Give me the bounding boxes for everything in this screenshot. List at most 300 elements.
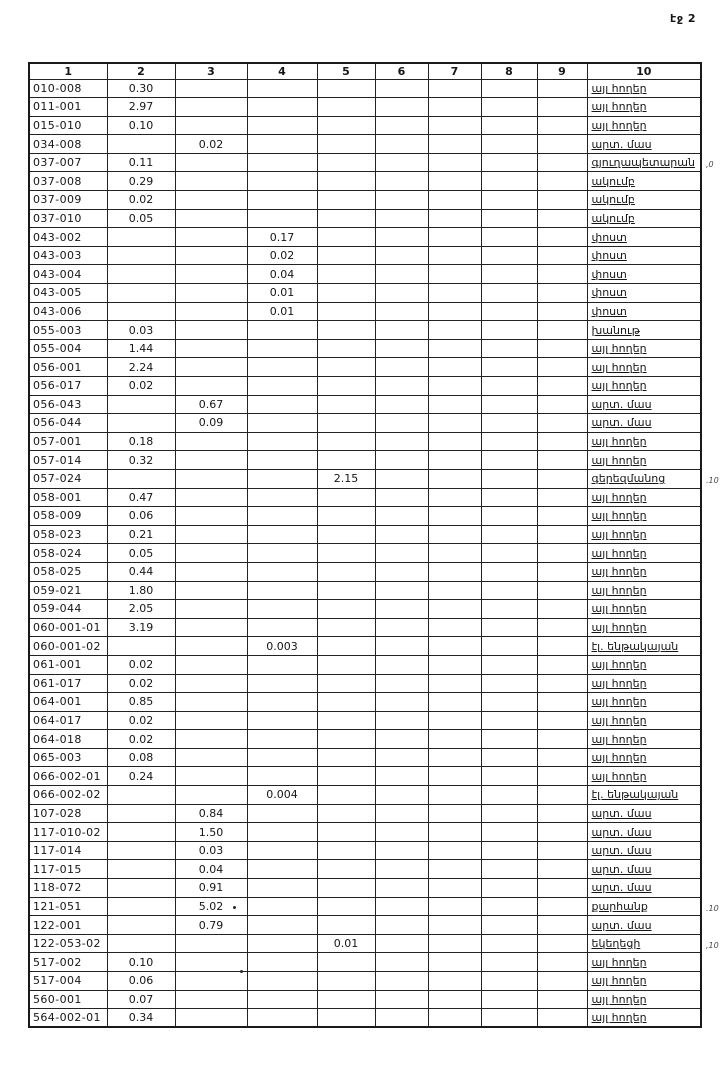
value-col7 — [428, 730, 481, 749]
value-col3 — [175, 1009, 247, 1028]
value-col6 — [375, 767, 428, 786]
value-col7 — [428, 284, 481, 303]
value-col5 — [317, 841, 375, 860]
value-col9 — [537, 488, 587, 507]
value-col6 — [375, 339, 428, 358]
parcel-code: 055-004 — [29, 339, 107, 358]
value-col6 — [375, 916, 428, 935]
value-col2 — [107, 823, 175, 842]
land-use-label: այլ հողեր — [591, 100, 647, 114]
land-use-cell — [587, 637, 701, 656]
value-col5 — [317, 655, 375, 674]
value-col4 — [247, 767, 317, 786]
value-col9 — [537, 507, 587, 526]
value-col9 — [537, 934, 587, 953]
value-col6 — [375, 265, 428, 284]
land-use-label: այլ հողեր — [591, 583, 647, 597]
value-col5 — [317, 879, 375, 898]
value-col2 — [107, 879, 175, 898]
land-use-label: արտ. մաս — [591, 416, 652, 430]
land-use-label: այլ հողեր — [591, 621, 647, 635]
value-col7 — [428, 711, 481, 730]
value-col9 — [537, 562, 587, 581]
table-row — [29, 358, 701, 377]
value-col6 — [375, 451, 428, 470]
land-use-cell — [587, 339, 701, 358]
value-col4 — [247, 209, 317, 228]
value-col9 — [537, 98, 587, 117]
value-col4 — [247, 674, 317, 693]
value-col3 — [175, 451, 247, 470]
value-col3 — [175, 209, 247, 228]
value-col2 — [107, 265, 175, 284]
value-col3 — [175, 990, 247, 1009]
parcel-code: 118-072 — [29, 879, 107, 898]
land-use-cell — [587, 990, 701, 1009]
land-use-cell — [587, 953, 701, 972]
page-number: էջ 2 — [670, 12, 696, 25]
land-use-label: արտ. մաս — [591, 844, 652, 858]
table-row — [29, 284, 701, 303]
value-col4 — [247, 693, 317, 712]
land-use-label: արտ. մաս — [591, 825, 652, 839]
value-col6 — [375, 879, 428, 898]
value-col9 — [537, 469, 587, 488]
land-use-label: այլ հողեր — [591, 769, 647, 783]
value-col9 — [537, 209, 587, 228]
land-use-label: այլ հողեր — [591, 713, 647, 727]
land-use-cell — [587, 191, 701, 210]
table-row — [29, 79, 701, 98]
table-row — [29, 525, 701, 544]
value-col3 — [175, 302, 247, 321]
table-row — [29, 693, 701, 712]
value-col4 — [247, 916, 317, 935]
parcel-code: 117-014 — [29, 841, 107, 860]
value-col6 — [375, 1009, 428, 1028]
table-row — [29, 767, 701, 786]
land-use-label: այլ հողեր — [591, 360, 647, 374]
value-col3 — [175, 321, 247, 340]
value-col8 — [481, 655, 537, 674]
land-use-cell — [587, 302, 701, 321]
table-row — [29, 953, 701, 972]
value-col7 — [428, 693, 481, 712]
value-col9 — [537, 191, 587, 210]
value-col8 — [481, 507, 537, 526]
value-col4 — [247, 897, 317, 916]
value-col2: 0.03 — [107, 321, 175, 340]
value-col8 — [481, 767, 537, 786]
value-col2 — [107, 841, 175, 860]
value-col2 — [107, 246, 175, 265]
value-col4 — [247, 748, 317, 767]
value-col8 — [481, 730, 537, 749]
land-use-label: այլ հողեր — [591, 81, 647, 95]
value-col9 — [537, 841, 587, 860]
value-col2 — [107, 135, 175, 154]
value-col2: 0.34 — [107, 1009, 175, 1028]
parcel-code: 517-004 — [29, 972, 107, 991]
land-use-label: այլ հողեր — [591, 565, 647, 579]
land-use-label: խանութ — [591, 323, 640, 337]
value-col3 — [175, 79, 247, 98]
value-col7 — [428, 228, 481, 247]
table-row — [29, 377, 701, 396]
value-col8 — [481, 879, 537, 898]
value-col5 — [317, 525, 375, 544]
parcel-code: 011-001 — [29, 98, 107, 117]
land-use-label: արտ. մաս — [591, 137, 652, 151]
value-col7 — [428, 841, 481, 860]
parcel-code: 065-003 — [29, 748, 107, 767]
value-col2 — [107, 284, 175, 303]
value-col9 — [537, 265, 587, 284]
value-col4 — [247, 414, 317, 433]
value-col5 — [317, 79, 375, 98]
value-col9 — [537, 321, 587, 340]
value-col6 — [375, 562, 428, 581]
land-use-label: էլ. ենթակայան — [591, 639, 679, 653]
value-col5 — [317, 321, 375, 340]
handwritten-margin-note: .10 — [706, 903, 719, 913]
value-col2: 0.02 — [107, 730, 175, 749]
value-col5 — [317, 1009, 375, 1028]
parcel-code: 043-005 — [29, 284, 107, 303]
value-col9 — [537, 953, 587, 972]
value-col4 — [247, 469, 317, 488]
table-row — [29, 990, 701, 1009]
value-col3 — [175, 153, 247, 172]
value-col7 — [428, 1009, 481, 1028]
value-col3: 0.67 — [175, 395, 247, 414]
value-col5 — [317, 172, 375, 191]
value-col2: 3.19 — [107, 618, 175, 637]
value-col4 — [247, 953, 317, 972]
table-row — [29, 804, 701, 823]
value-col7 — [428, 153, 481, 172]
land-use-cell — [587, 79, 701, 98]
value-col5: 0.01 — [317, 934, 375, 953]
land-use-label: արտ. մաս — [591, 397, 652, 411]
land-use-cell — [587, 414, 701, 433]
land-use-cell — [587, 284, 701, 303]
scan-speck — [240, 970, 243, 973]
value-col9 — [537, 748, 587, 767]
value-col2 — [107, 916, 175, 935]
value-col2: 0.21 — [107, 525, 175, 544]
value-col4: 0.04 — [247, 265, 317, 284]
table-row — [29, 600, 701, 619]
value-col2: 0.47 — [107, 488, 175, 507]
value-col2: 2.24 — [107, 358, 175, 377]
value-col2: 0.11 — [107, 153, 175, 172]
value-col3 — [175, 191, 247, 210]
value-col7 — [428, 916, 481, 935]
value-col6 — [375, 358, 428, 377]
land-use-label: այլ հողեր — [591, 751, 647, 765]
value-col4 — [247, 395, 317, 414]
value-col6 — [375, 209, 428, 228]
value-col7 — [428, 451, 481, 470]
value-col7 — [428, 98, 481, 117]
value-col9 — [537, 972, 587, 991]
value-col6 — [375, 786, 428, 805]
column-header: 3 — [175, 63, 247, 79]
parcel-code: 056-001 — [29, 358, 107, 377]
column-header: 7 — [428, 63, 481, 79]
value-col9 — [537, 358, 587, 377]
table-row — [29, 469, 701, 488]
value-col9 — [537, 637, 587, 656]
value-col7 — [428, 655, 481, 674]
land-use-cell — [587, 321, 701, 340]
value-col6 — [375, 674, 428, 693]
value-col3 — [175, 339, 247, 358]
value-col8 — [481, 116, 537, 135]
value-col3: 1.50 — [175, 823, 247, 842]
value-col3 — [175, 730, 247, 749]
parcel-code: 056-044 — [29, 414, 107, 433]
value-col7 — [428, 488, 481, 507]
table-row — [29, 841, 701, 860]
parcel-code: 117-010-02 — [29, 823, 107, 842]
value-col3 — [175, 600, 247, 619]
land-use-label: այլ հողեր — [591, 695, 647, 709]
handwritten-margin-note: .10 — [706, 475, 719, 485]
value-col8 — [481, 358, 537, 377]
parcel-code: 037-010 — [29, 209, 107, 228]
value-col7 — [428, 246, 481, 265]
value-col7 — [428, 191, 481, 210]
table-row — [29, 153, 701, 172]
value-col7 — [428, 600, 481, 619]
value-col9 — [537, 1009, 587, 1028]
land-use-label: այլ հողեր — [591, 453, 647, 467]
value-col4 — [247, 562, 317, 581]
land-use-label: արտ. մաս — [591, 862, 652, 876]
parcel-code: 043-003 — [29, 246, 107, 265]
value-col3 — [175, 507, 247, 526]
value-col8 — [481, 265, 537, 284]
land-parcel-table — [28, 62, 719, 1028]
value-col8 — [481, 711, 537, 730]
parcel-code: 564-002-01 — [29, 1009, 107, 1028]
value-col3 — [175, 488, 247, 507]
value-col9 — [537, 414, 587, 433]
value-col4 — [247, 191, 317, 210]
value-col9 — [537, 135, 587, 154]
land-use-label: եկեղեցի — [591, 937, 641, 951]
value-col3 — [175, 562, 247, 581]
value-col7 — [428, 79, 481, 98]
value-col5 — [317, 600, 375, 619]
value-col5 — [317, 823, 375, 842]
handwritten-margin-note: ,0 — [706, 159, 714, 169]
land-use-label: այլ հողեր — [591, 676, 647, 690]
value-col7 — [428, 562, 481, 581]
value-col8 — [481, 637, 537, 656]
table-row — [29, 507, 701, 526]
value-col5 — [317, 339, 375, 358]
value-col2: 1.44 — [107, 339, 175, 358]
value-col5 — [317, 916, 375, 935]
value-col6 — [375, 135, 428, 154]
value-col9 — [537, 451, 587, 470]
table-row — [29, 711, 701, 730]
parcel-code: 059-021 — [29, 581, 107, 600]
value-col6 — [375, 953, 428, 972]
value-col2: 0.05 — [107, 544, 175, 563]
value-col3 — [175, 953, 247, 972]
value-col8 — [481, 823, 537, 842]
value-col6 — [375, 748, 428, 767]
value-col7 — [428, 135, 481, 154]
parcel-code: 058-024 — [29, 544, 107, 563]
value-col8 — [481, 990, 537, 1009]
value-col9 — [537, 581, 587, 600]
value-col9 — [537, 879, 587, 898]
value-col7 — [428, 507, 481, 526]
value-col5: 2.15 — [317, 469, 375, 488]
value-col3 — [175, 581, 247, 600]
table-row — [29, 655, 701, 674]
land-use-label: այլ հողեր — [591, 732, 647, 746]
land-use-cell — [587, 674, 701, 693]
value-col9 — [537, 246, 587, 265]
land-use-label: ակումբ — [591, 193, 635, 207]
land-use-cell — [587, 581, 701, 600]
value-col5 — [317, 246, 375, 265]
land-use-label: փոստ — [591, 249, 627, 263]
value-col2: 0.06 — [107, 972, 175, 991]
land-use-label: այլ հողեր — [591, 602, 647, 616]
value-col2: 0.02 — [107, 674, 175, 693]
value-col4 — [247, 172, 317, 191]
value-col4 — [247, 153, 317, 172]
value-col6 — [375, 488, 428, 507]
column-header: 6 — [375, 63, 428, 79]
value-col9 — [537, 897, 587, 916]
value-col8 — [481, 98, 537, 117]
value-col2: 0.10 — [107, 116, 175, 135]
value-col8 — [481, 544, 537, 563]
value-col4 — [247, 600, 317, 619]
value-col3 — [175, 116, 247, 135]
value-col2: 0.30 — [107, 79, 175, 98]
land-use-cell — [587, 916, 701, 935]
value-col9 — [537, 284, 587, 303]
column-header: 1 — [29, 63, 107, 79]
value-col3 — [175, 767, 247, 786]
land-use-label: այլ հողեր — [591, 509, 647, 523]
table-body — [29, 79, 719, 1027]
value-col6 — [375, 860, 428, 879]
value-col8 — [481, 377, 537, 396]
value-col8 — [481, 618, 537, 637]
value-col5 — [317, 618, 375, 637]
value-col5 — [317, 116, 375, 135]
land-use-label: արտ. մաս — [591, 881, 652, 895]
value-col8 — [481, 953, 537, 972]
value-col3 — [175, 469, 247, 488]
parcel-code: 057-024 — [29, 469, 107, 488]
land-use-label: ակումբ — [591, 211, 635, 225]
land-use-label: այլ հողեր — [591, 528, 647, 542]
table-row — [29, 98, 701, 117]
table-row — [29, 581, 701, 600]
table-row — [29, 209, 701, 228]
parcel-code: 122-053-02 — [29, 934, 107, 953]
value-col5 — [317, 451, 375, 470]
land-use-cell — [587, 116, 701, 135]
value-col2: 0.24 — [107, 767, 175, 786]
value-col8 — [481, 246, 537, 265]
parcel-code: 121-051 — [29, 897, 107, 916]
parcel-code: 010-008 — [29, 79, 107, 98]
value-col2: 2.05 — [107, 600, 175, 619]
value-col9 — [537, 786, 587, 805]
value-col9 — [537, 525, 587, 544]
table-row — [29, 302, 701, 321]
parcel-code: 058-009 — [29, 507, 107, 526]
value-col8 — [481, 916, 537, 935]
value-col6 — [375, 972, 428, 991]
value-col8 — [481, 395, 537, 414]
value-col8 — [481, 432, 537, 451]
value-col9 — [537, 432, 587, 451]
value-col5 — [317, 562, 375, 581]
value-col4 — [247, 581, 317, 600]
value-col4 — [247, 339, 317, 358]
table-row — [29, 916, 701, 935]
value-col8 — [481, 600, 537, 619]
parcel-code: 043-006 — [29, 302, 107, 321]
value-col7 — [428, 618, 481, 637]
value-col8 — [481, 414, 537, 433]
value-col3 — [175, 284, 247, 303]
land-use-label: գյուղապետարան — [591, 156, 695, 170]
value-col5 — [317, 191, 375, 210]
value-col6 — [375, 841, 428, 860]
value-col2 — [107, 637, 175, 656]
value-col7 — [428, 525, 481, 544]
value-col3 — [175, 172, 247, 191]
value-col7 — [428, 302, 481, 321]
parcel-code: 064-018 — [29, 730, 107, 749]
parcel-code: 517-002 — [29, 953, 107, 972]
value-col8 — [481, 581, 537, 600]
table-row — [29, 618, 701, 637]
value-col4 — [247, 711, 317, 730]
value-col4 — [247, 451, 317, 470]
table-row — [29, 246, 701, 265]
value-col4 — [247, 1009, 317, 1028]
parcel-code: 058-023 — [29, 525, 107, 544]
parcel-code: 107-028 — [29, 804, 107, 823]
value-col8 — [481, 897, 537, 916]
land-use-cell — [587, 730, 701, 749]
value-col4 — [247, 730, 317, 749]
land-use-label: այլ հողեր — [591, 658, 647, 672]
table-row — [29, 674, 701, 693]
value-col2 — [107, 860, 175, 879]
value-col8 — [481, 79, 537, 98]
parcel-code: 061-017 — [29, 674, 107, 693]
parcel-code: 058-025 — [29, 562, 107, 581]
table-row — [29, 321, 701, 340]
land-use-cell — [587, 841, 701, 860]
